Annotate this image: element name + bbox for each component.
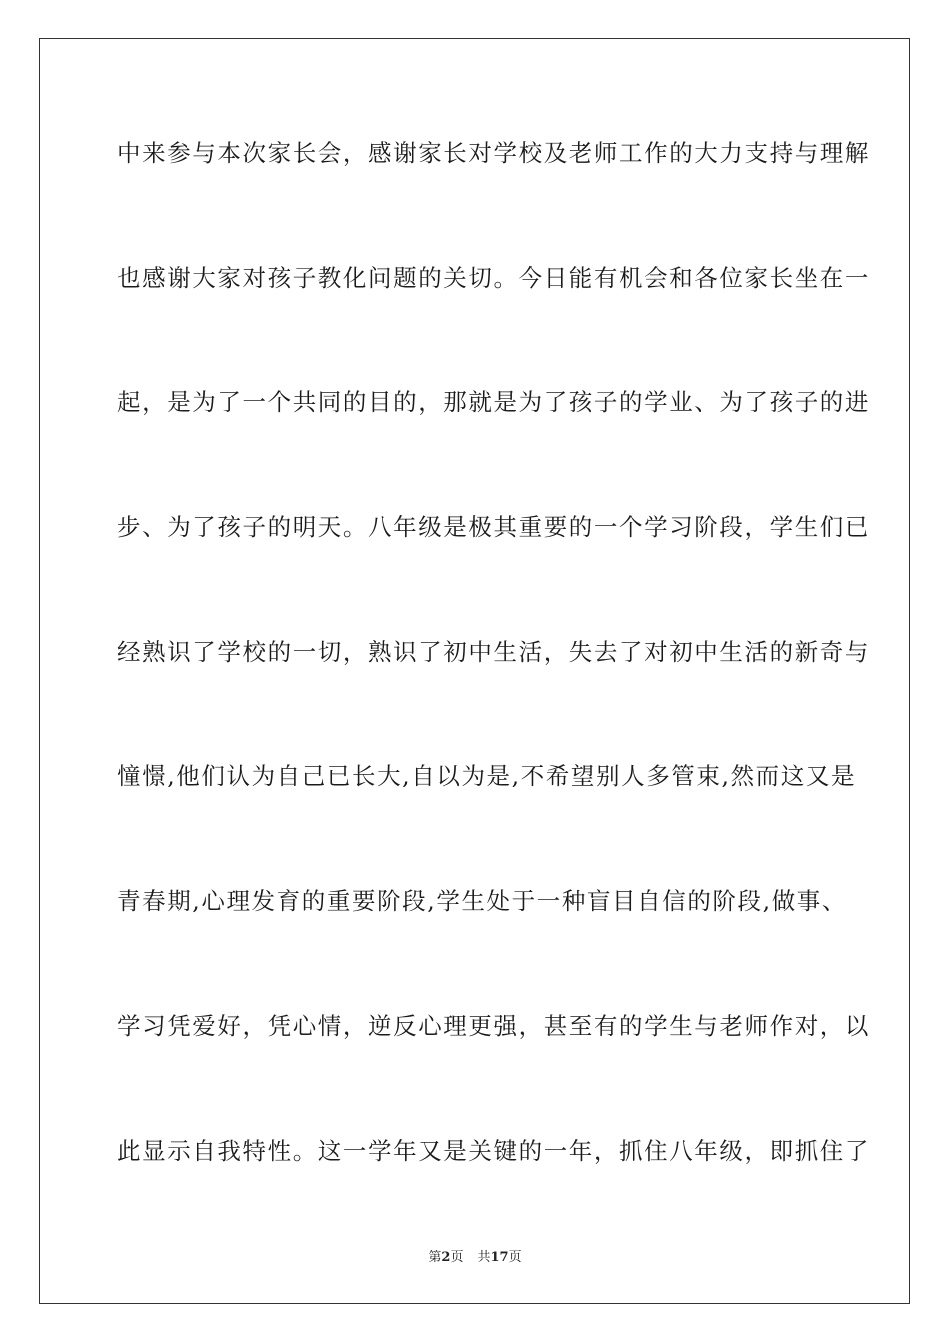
text-line-1: 中来参与本次家长会，感谢家长对学校及老师工作的大力支持与理解 [117,139,870,167]
page-prefix: 第 [428,1250,442,1265]
total-suffix: 页 [508,1250,522,1265]
total-prefix: 共 [477,1250,491,1265]
text-line-6: 憧憬,他们认为自己已长大,自以为是,不希望别人多管束,然而这又是 [117,762,857,791]
page-number: 2 [441,1250,451,1265]
page-suffix: 页 [450,1250,464,1265]
text-line-2: 也感谢大家对孩子教化问题的关切。今日能有机会和各位家长坐在一 [117,263,870,292]
text-line-5: 经熟识了学校的一切，熟识了初中生活，失去了对初中生活的新奇与 [117,637,870,666]
text-line-7: 青春期,心理发育的重要阶段,学生处于一种盲目自信的阶段,做事、 [117,887,848,916]
text-line-4: 步、为了孩子的明天。八年级是极其重要的一个学习阶段，学生们已 [117,513,870,542]
text-line-8: 学习凭爱好，凭心情，逆反心理更强，甚至有的学生与老师作对，以 [117,1011,870,1040]
page-footer [0,1246,950,1265]
text-line-9: 此显示自我特性。这一学年又是关键的一年，抓住八年级，即抓住了 [117,1136,870,1165]
total-pages: 17 [490,1250,509,1265]
document-body [117,124,870,1246]
text-line-3: 起，是为了一个共同的目的，那就是为了孩子的学业、为了孩子的进 [117,388,870,417]
